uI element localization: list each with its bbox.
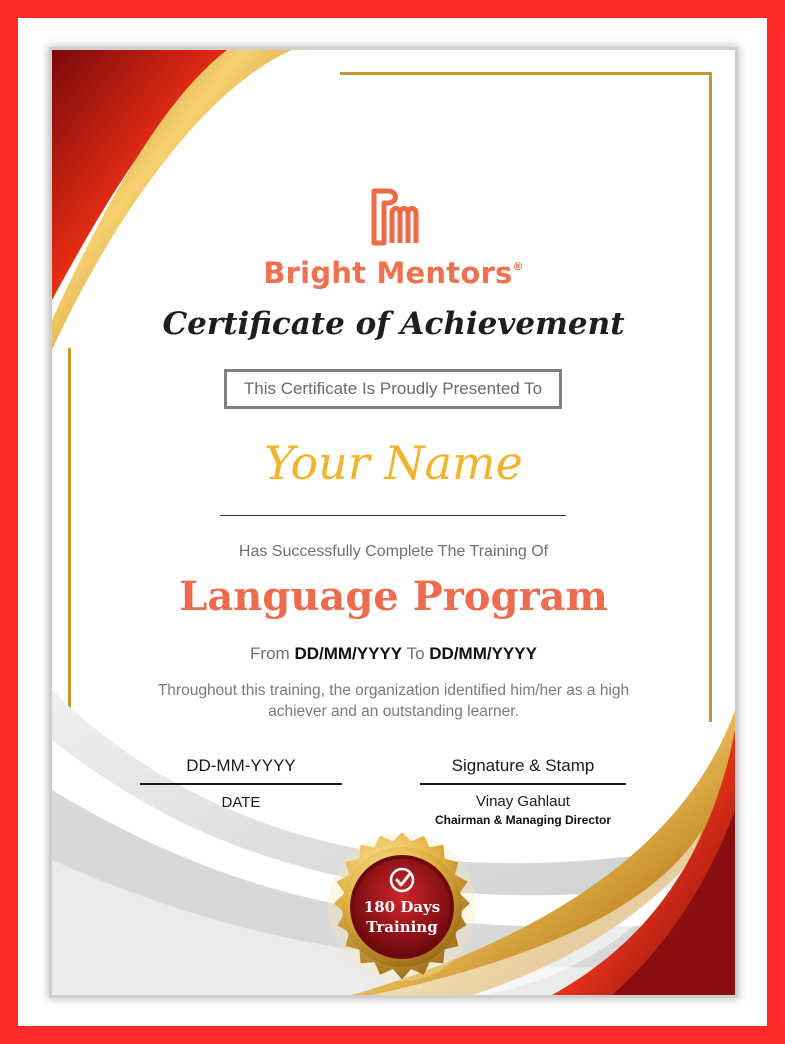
training-dates: From DD/MM/YYYY To DD/MM/YYYY (250, 644, 537, 663)
signer-title: Chairman & Managing Director (434, 813, 612, 827)
signature-line (420, 783, 626, 785)
presented-to-box (224, 369, 562, 409)
from-date: DD/MM/YYYY (294, 644, 403, 663)
certificate-title: Certificate of Achievement (162, 306, 625, 342)
to-date: DD/MM/YYYY (429, 644, 537, 663)
signer-name: Vinay Gahlaut (476, 793, 570, 810)
program-title: Language Program (179, 573, 608, 620)
name-underline (220, 515, 566, 516)
date-value: DD-MM-YYYY (186, 756, 296, 775)
recipient-name: Your Name (264, 436, 523, 490)
certificate-sheet (52, 50, 735, 995)
date-label: DATE (221, 794, 261, 811)
presented-to-text: This Certificate Is Proudly Presented To (243, 379, 543, 398)
signature-label: Signature & Stamp (451, 756, 595, 775)
brand-name: Bright Mentors® (263, 256, 524, 290)
completion-text: Has Successfully Complete The Training Of (238, 543, 549, 560)
bright-mentors-logo-icon (370, 185, 420, 247)
badge-text: 180 Days Training (363, 898, 441, 936)
description-text: Throughout this training, the organization identified him/her as a high achiever and an outstanding learner. (157, 682, 630, 720)
date-line (140, 783, 342, 785)
